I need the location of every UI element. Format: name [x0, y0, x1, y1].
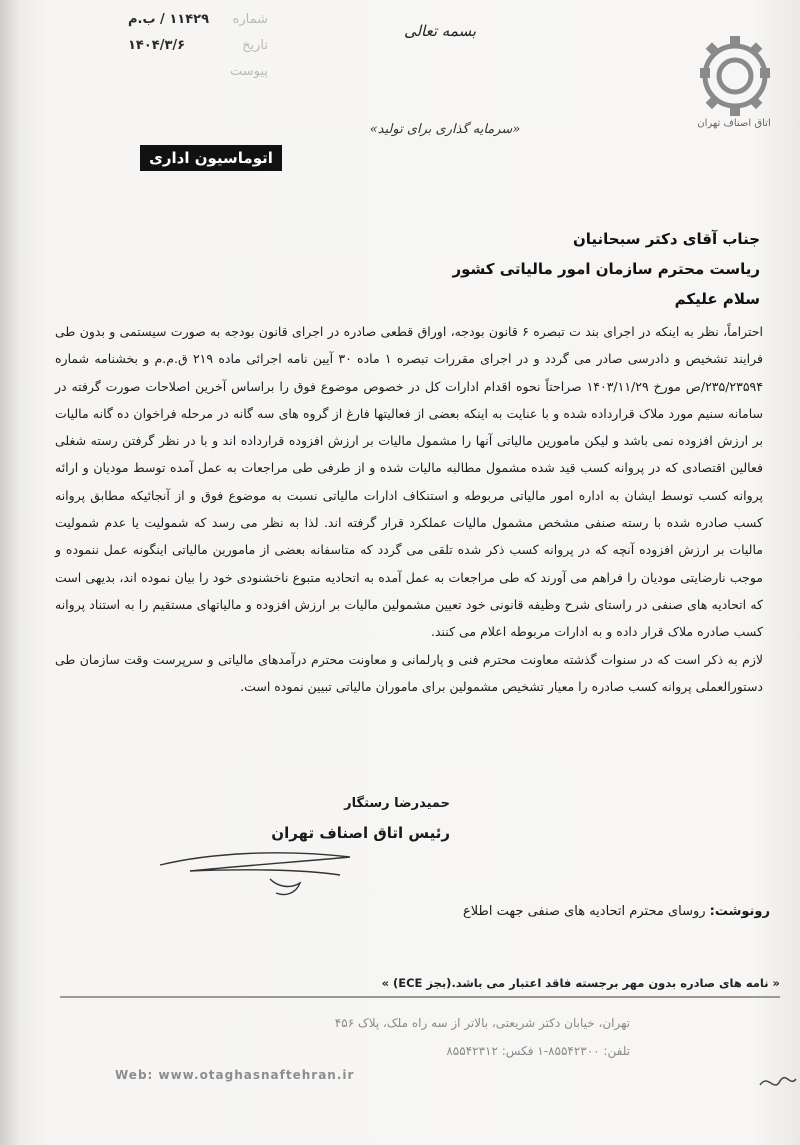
validity-notice: « نامه های صادره بدون مهر برجسته فاقد اعتبار می باشد.(بجز ECE) »: [381, 976, 780, 990]
number-row: [128, 10, 268, 36]
logo-caption: اتاق اصناف تهران: [697, 118, 771, 129]
attachment-label: پیوست: [230, 64, 268, 79]
body-paragraph-1: احتراماً، نظر به اینکه در اجرای بند ت تبصره ۶ قانون بودجه، اوراق قطعی صادره در اجرای قانون بودجه به صورت سیستمی و بدون طی فرایند تشخیص و دادرسی صادر می گردد و در اجرای مقررات تبصره ۱ ماده ۳۰ آیین نامه اجرائی ماده ۲۱۹ ق.م.م و بخشنامه شماره ۲۳۵/۲۳۵۹۴/ص مورخ ۱۴۰۳/۱۱/۲۹ صراحتاً نحوه اقدام ادارات کل در خصوص موضوع فوق را براساس آخرین اصلاحات صورت گرفته در سامانه سنیم مورد ملاک قرارداده شده و با عنایت به اینکه بعضی از فعالیتها فارغ از گروه های سه گانه در مرحله فراخوان ده گانه مالیات بر ارزش افزوده نمی باشد و لیکن مامورین مالیاتی آنها را مشمول مالیات بر ارزش افزوده قرارداده اند و با در نظر گرفتن رسته شغلی فعالین اقتصادی که در پروانه کسب قید شده مشمول مطالبه مالیات شده و از طرفی طی مراجعات به عمل آمده توسط مودیان و ارائه پروانه کسب توسط ایشان به اداره امور مالیاتی مربوطه و استنکاف ادارات مالیاتی نسبت به موضوع فوق و از آنجائیکه مطابق پروانه کسب صادره شده با رسته صنفی مشخص مشمول مالیات عملکرد قرار گرفته اند. لذا به نظر می رسد که شمولیت یا عدم شمولیت مالیات بر ارزش افزوده آنچه که در پروانه کسب ذکر شده تلقی می گردد که متاسفانه بعضی از مامورین مالیاتی اینگونه عمل ننموده و موجب نارضایتی مودیان را فراهم می آورند که طی مراجعات به عمل آمده به اتحادیه متبوع ناخشنودی خود را بیان نموده اند، بدیهی است که اتحادیه های صنفی در راستای شرح وظیفه قانونی خود تعیین مشمولین مالیات بر ارزش افزوده و مالیاتهای مستقیم را به استناد پروانه کسب صادره ملاک قرار داده و به ادارات مربوطه اعلام می کنند.: [55, 324, 763, 640]
scan-shadow: [0, 0, 22, 1145]
signatory-title: رئیس اتاق اصناف تهران: [271, 824, 450, 842]
attachment-row: [128, 62, 268, 88]
footer-divider: [60, 996, 780, 998]
date-value: ۱۴۰۴/۳/۶: [128, 38, 186, 53]
footer-phones: تلفن: ۸۵۵۴۲۳۰۰-۱ فکس: ۸۵۵۴۲۳۱۲: [446, 1044, 630, 1058]
letter-meta: [128, 10, 268, 88]
automation-stamp: اتوماسیون اداری: [140, 145, 282, 171]
bismillah: بسمه تعالی: [403, 22, 477, 40]
addressee-name: جناب آقای دکتر سبحانیان: [572, 230, 760, 248]
carbon-copy: [230, 904, 770, 919]
date-row: [128, 36, 268, 62]
letter-body: [55, 318, 763, 700]
signatory-name: حمیدرضا رستگار: [344, 796, 450, 811]
footer-website: Web: www.otaghasnaftehran.ir: [115, 1068, 355, 1082]
body-paragraph-2: لازم به ذکر است که در سنوات گذشته معاونت محترم فنی و پارلمانی و معاونت محترم درآمدهای مالیاتی و سرپرست وقت سازمان طی دستورالعملی پروانه کسب صادره را معیار تشخیص مشمولین برای ماموران مالیاتی تبیین نموده است.: [55, 651, 763, 694]
number-label: شماره: [232, 12, 268, 27]
footer-address: تهران، خیابان دکتر شریعتی، بالاتر از سه راه ملک، پلاک ۴۵۶: [334, 1016, 630, 1030]
addressee-title: ریاست محترم سازمان امور مالیاتی کشور: [452, 260, 760, 278]
cc-label: رونوشت:: [709, 904, 770, 919]
signature-scribble-icon: [150, 835, 380, 905]
greeting: سلام علیکم: [674, 290, 760, 308]
corner-mark-icon: [755, 1060, 800, 1100]
date-label: تاریخ: [242, 38, 268, 53]
slogan: «سرمایه گذاری برای تولید»: [369, 122, 521, 137]
number-value: ۱۱۴۲۹ / ب.م: [128, 12, 210, 27]
cc-text: روسای محترم اتحادیه های صنفی جهت اطلاع: [463, 904, 706, 919]
